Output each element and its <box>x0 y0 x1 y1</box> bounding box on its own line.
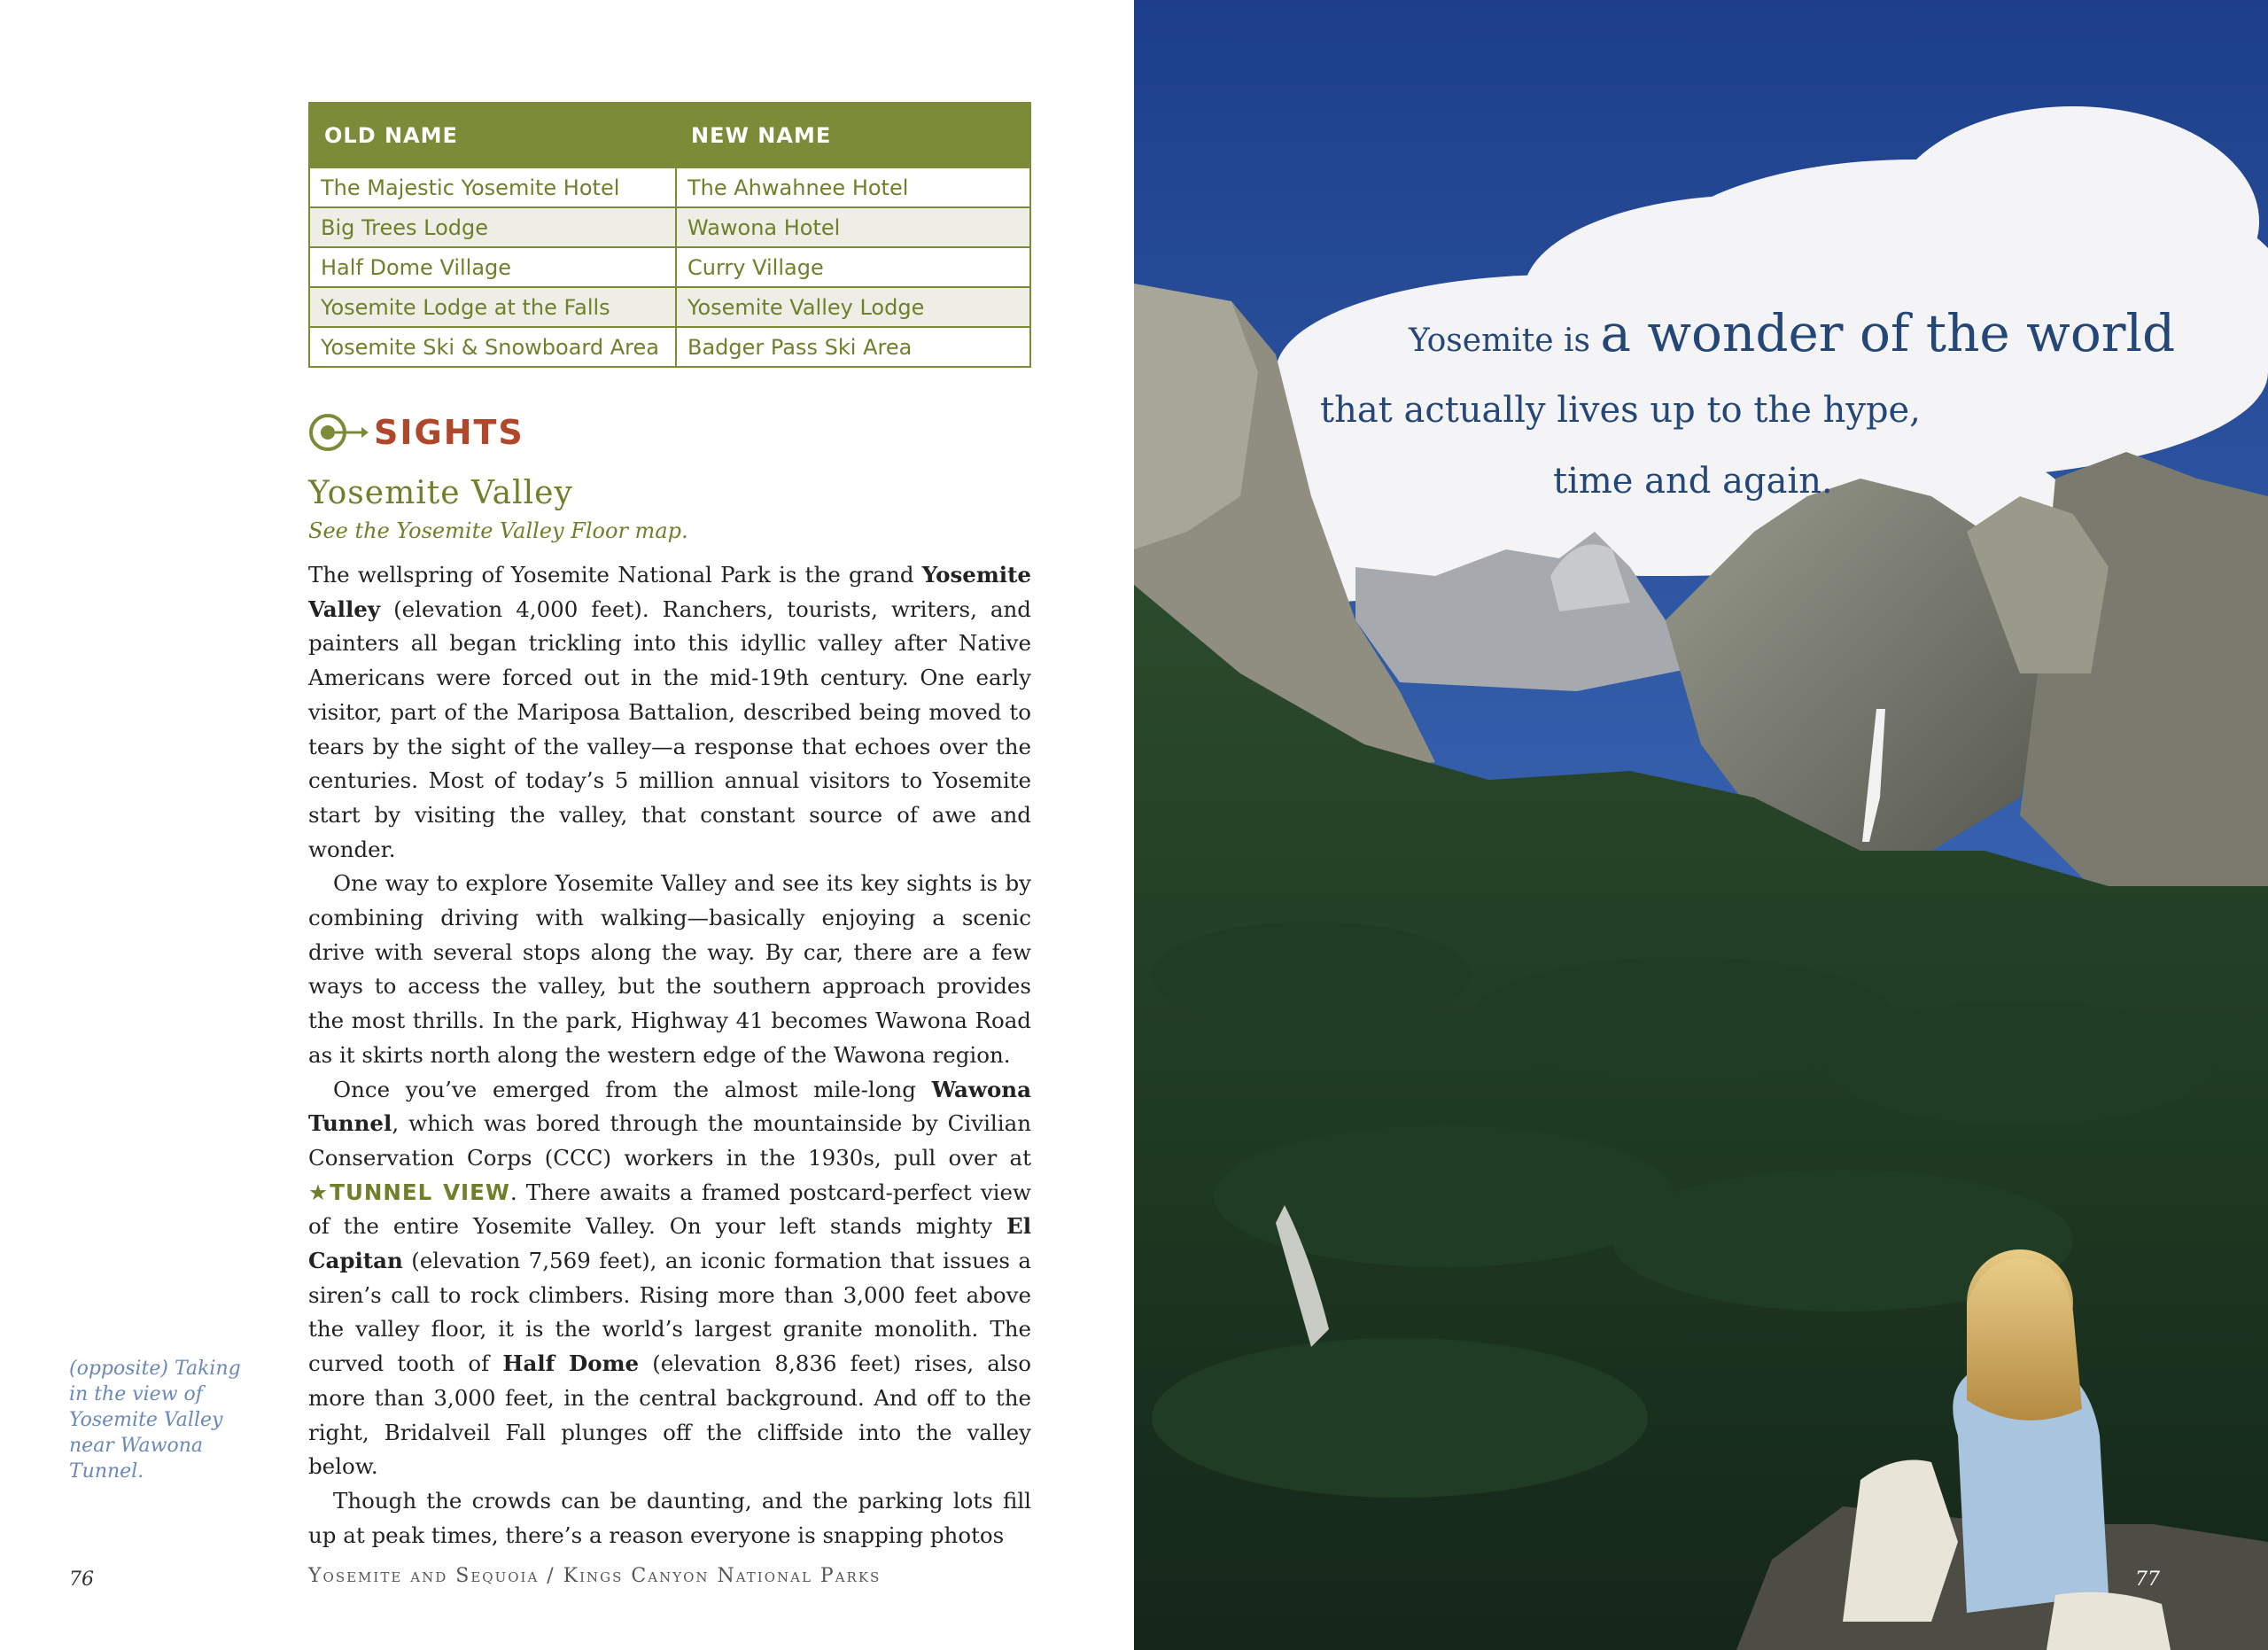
paragraph: One way to explore Yosemite Valley and see its key sights is by combining driving with walking—basically enjoying a scenic drive with several stops along the way. By car, there are a few ways to access the valley, but the southern approach provides the most thrills. In the park, Highway 41 becomes Wawona Road as it skirts north along the western edge of the Wawona region. <box>308 870 1031 1068</box>
old-name-cell: Yosemite Ski & Snowboard Area <box>309 327 676 367</box>
text-run: (elevation 7,569 feet), an iconic formation that issues a siren’s call to rock climbers. Rising more than 3,000 feet above the valley floor, it is the world’s largest granite monolith. The curved tooth of <box>308 1248 1031 1377</box>
new-name-cell: The Ahwahnee Hotel <box>676 167 1030 207</box>
new-name-cell: Yosemite Valley Lodge <box>676 287 1030 327</box>
text-run: (elevation 8,836 feet) rises, also more than 3,000 feet, in the central background. And off to the right, Bridalveil Fall plunges off the cliffside into the valley below. <box>308 1350 1032 1480</box>
text-run: The wellspring of Yosemite National Park is the grand <box>308 562 922 588</box>
text-run: Once you’ve emerged from the almost mile-long <box>333 1076 932 1102</box>
old-name-cell: Yosemite Lodge at the Falls <box>309 287 676 327</box>
text-run: . There awaits a framed postcard-perfect view of the entire Yosemite Valley. On your left stands mighty <box>308 1179 1031 1240</box>
pull-quote-line-1 <box>1409 303 2175 363</box>
pull-quote-line-2: that actually lives up to the hype, <box>1320 390 1921 431</box>
old-name-cell: Half Dome Village <box>309 247 676 287</box>
text-run: (elevation 4,000 feet). Ranchers, tourists, writers, and painters all began trickling into this idyllic valley after Native Americans were forced out in the mid-19th century. One early visitor, part of the Mariposa Battalion, described being moved to tears by the sight of the valley—a response that echoes over the centuries. Most of today’s 5 million annual visitors to Yosemite start by visiting the valley, that constant source of awe and wonder. <box>308 595 1031 862</box>
text-run: , which was bored through the mountainside by Civilian Conservation Corps (CCC) workers in the 1930s, pull over at <box>308 1110 1031 1171</box>
bold-term: Wawona Tunnel <box>308 1076 1031 1137</box>
table-row <box>309 247 1030 287</box>
page-number-right: 77 <box>2135 1568 2160 1591</box>
table-row <box>309 167 1030 207</box>
highlight-term: TUNNEL VIEW <box>330 1179 510 1205</box>
sights-heading <box>308 408 524 457</box>
paragraph <box>308 558 1031 867</box>
bold-term: Yosemite Valley <box>308 562 1031 622</box>
table-row <box>309 207 1030 247</box>
bold-term: El Capitan <box>308 1213 1031 1274</box>
paragraph: Though the crowds can be daunting, and the parking lots fill up at peak times, there’s a reason everyone is snapping photos <box>308 1487 1031 1548</box>
new-name-cell: Wawona Hotel <box>676 207 1030 247</box>
new-name-cell: Curry Village <box>676 247 1030 287</box>
table-row <box>309 327 1030 367</box>
star-icon: ★ <box>308 1179 330 1205</box>
header-old-name: OLD NAME <box>309 103 676 167</box>
table-row <box>309 287 1030 327</box>
old-name-cell: The Majestic Yosemite Hotel <box>309 167 676 207</box>
subsection-title: Yosemite Valley <box>308 475 573 511</box>
map-reference: See the Yosemite Valley Floor map. <box>308 518 688 543</box>
pull-quote-line-3: time and again. <box>1553 461 1833 502</box>
table-header-row <box>309 103 1030 167</box>
quote-emphasis: a wonder of the world <box>1600 303 2176 363</box>
name-change-table <box>308 102 1031 368</box>
paragraph <box>308 1073 1031 1484</box>
sights-icon <box>308 408 369 457</box>
right-page <box>1134 0 2268 1650</box>
new-name-cell: Badger Pass Ski Area <box>676 327 1030 367</box>
page-number-left: 76 <box>69 1568 94 1591</box>
bold-term: Half Dome <box>502 1350 640 1377</box>
body-text <box>308 558 1031 1553</box>
section-title: SIGHTS <box>374 413 524 452</box>
old-name-cell: Big Trees Lodge <box>309 207 676 247</box>
header-new-name: NEW NAME <box>676 103 1030 167</box>
running-title: Yosemite and Sequoia / Kings Canyon National Parks <box>308 1565 882 1587</box>
yosemite-valley-photo <box>1134 0 2268 1650</box>
photo-caption: (opposite) Taking in the view of Yosemite Valley near Wawona Tunnel. <box>69 1358 241 1483</box>
quote-text: Yosemite is <box>1409 323 1601 359</box>
